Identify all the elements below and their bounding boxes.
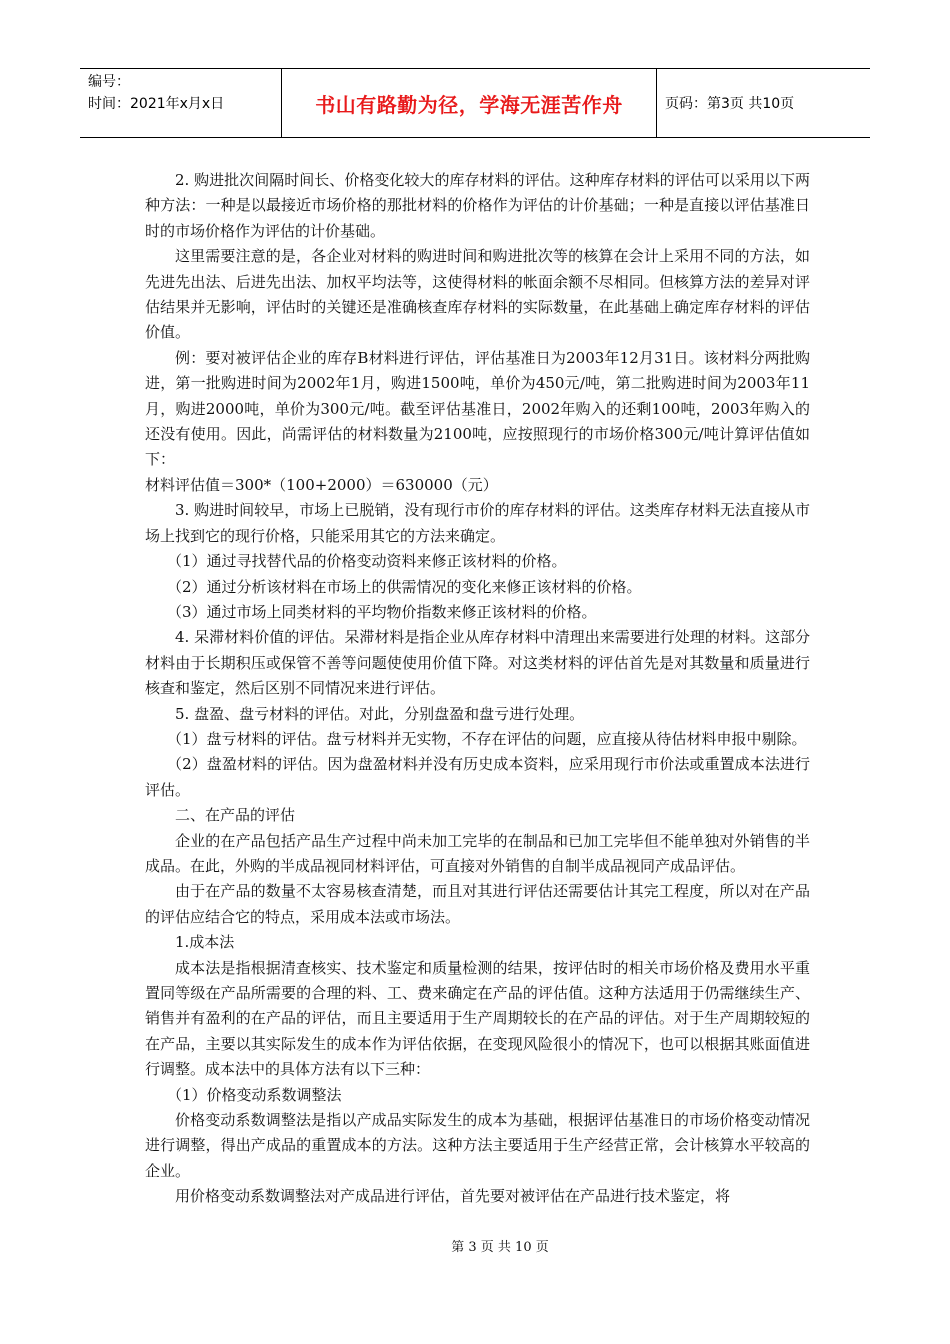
document-number-label: 编号： (88, 74, 130, 90)
header-page-number: 页码：第3页 共10页 (665, 96, 795, 112)
paragraph: 企业的在产品包括产品生产过程中尚未加工完毕的在制品和已加工完毕但不能单独对外销售的半成品。在此，外购的半成品视同材料评估，可直接对外销售的自制半成品视同产成品评估。 (145, 831, 810, 875)
document-body (145, 168, 810, 1210)
list-item: （1）盘亏材料的评估。盘亏材料并无实物，不存在评估的问题，应直接从待估材料申报中剔除。 (167, 729, 807, 748)
list-item: （2）通过分析该材料在市场上的供需情况的变化来修正该材料的价格。 (167, 577, 642, 596)
subsection-heading: （1）价格变动系数调整法 (167, 1085, 342, 1104)
paragraph: 这里需要注意的是，各企业对材料的购进时间和购进批次等的核算在会计上采用不同的方法，如先进先出法、后进先出法、加权平均法等，这使得材料的帐面余额不尽相同。但核算方法的差异对评估结果并无影响，评估时的关键还是准确核查库存材料的实际数量，在此基础上确定库存材料的评估价值。 (145, 247, 810, 342)
header-motto: 书山有路勤为径，学海无涯苦作舟 (282, 69, 657, 137)
paragraph: 4. 呆滞材料价值的评估。呆滞材料是指企业从库存材料中清理出来需要进行处理的材料。这部分材料由于长期积压或保管不善等问题使使用价值下降。对这类材料的评估首先是对其数量和质量进行核查和鉴定，然后区别不同情况来进行评估。 (145, 628, 810, 698)
paragraph: 3. 购进时间较早，市场上已脱销，没有现行市价的库存材料的评估。这类库存材料无法直接从市场上找到它的现行价格，只能采用其它的方法来确定。 (145, 501, 810, 545)
header-meta (80, 69, 282, 137)
paragraph: 成本法是指根据清查核实、技术鉴定和质量检测的结果，按评估时的相关市场价格及费用水平重置同等级在产品所需要的合理的料、工、费来确定在产品的评估值。这种方法适用于仍需继续生产、销售并有盈利的在产品的评估，而且主要适用于生产周期较长的在产品的评估。对于生产周期较短的在产品，主要以其实际发生的成本作为评估依据，在变现风险很小的情况下，也可以根据其账面值进行调整。成本法中的具体方法有以下三种： (145, 958, 810, 1079)
paragraph: 例：要对被评估企业的库存B材料进行评估，评估基准日为2003年12月31日。该材料分两批购进，第一批购进时间为2002年1月，购进1500吨，单价为450元/吨，第二批购进时间为2003年11月，购进2000吨，单价为300元/吨。截至评估基准日，2002年购入的还剩100吨，2003年购入的还没有使用。因此，尚需评估的材料数量为2100吨，应按照现行的市场价格300元/吨计算评估值如下： (145, 348, 810, 469)
paragraph: 由于在产品的数量不太容易核查清楚，而且对其进行评估还需要估计其完工程度，所以对在产品的评估应结合它的特点，采用成本法或市场法。 (145, 882, 810, 926)
list-item: （1）通过寻找替代品的价格变动资料来修正该材料的价格。 (167, 552, 567, 571)
paragraph: 用价格变动系数调整法对产成品进行评估，首先要对被评估在产品进行技术鉴定，将 (175, 1187, 731, 1206)
paragraph: 5. 盘盈、盘亏材料的评估。对此，分别盘盈和盘亏进行处理。 (175, 704, 585, 723)
paragraph: 2. 购进批次间隔时间长、价格变化较大的库存材料的评估。这种库存材料的评估可以采用以下两种方法：一种是以最接近市场价格的那批材料的价格作为评估的计价基础；一种是直接以评估基准日时的市场价格作为评估的计价基础。 (145, 171, 810, 240)
document-time-label: 时间：2021年x月x日 (88, 96, 225, 112)
paragraph: 价格变动系数调整法是指以产成品实际发生的成本为基础，根据评估基准日的市场价格变动情况进行调整，得出产成品的重置成本的方法。这种方法主要适用于生产经营正常，会计核算水平较高的企业。 (145, 1111, 810, 1180)
subsection-heading: 1.成本法 (175, 933, 235, 952)
page-footer: 第 3 页 共 10 页 (451, 1240, 549, 1255)
list-item: （3）通过市场上同类材料的平均物价指数来修正该材料的价格。 (167, 602, 597, 621)
section-heading: 二、在产品的评估 (175, 806, 296, 825)
list-item: （2）盘盈材料的评估。因为盘盈材料并没有历史成本资料，应采用现行市价法或重置成本法进行评估。 (145, 755, 810, 799)
formula-line: 材料评估值＝300*（100+2000）＝630000（元） (145, 475, 498, 494)
page-header (80, 68, 870, 138)
